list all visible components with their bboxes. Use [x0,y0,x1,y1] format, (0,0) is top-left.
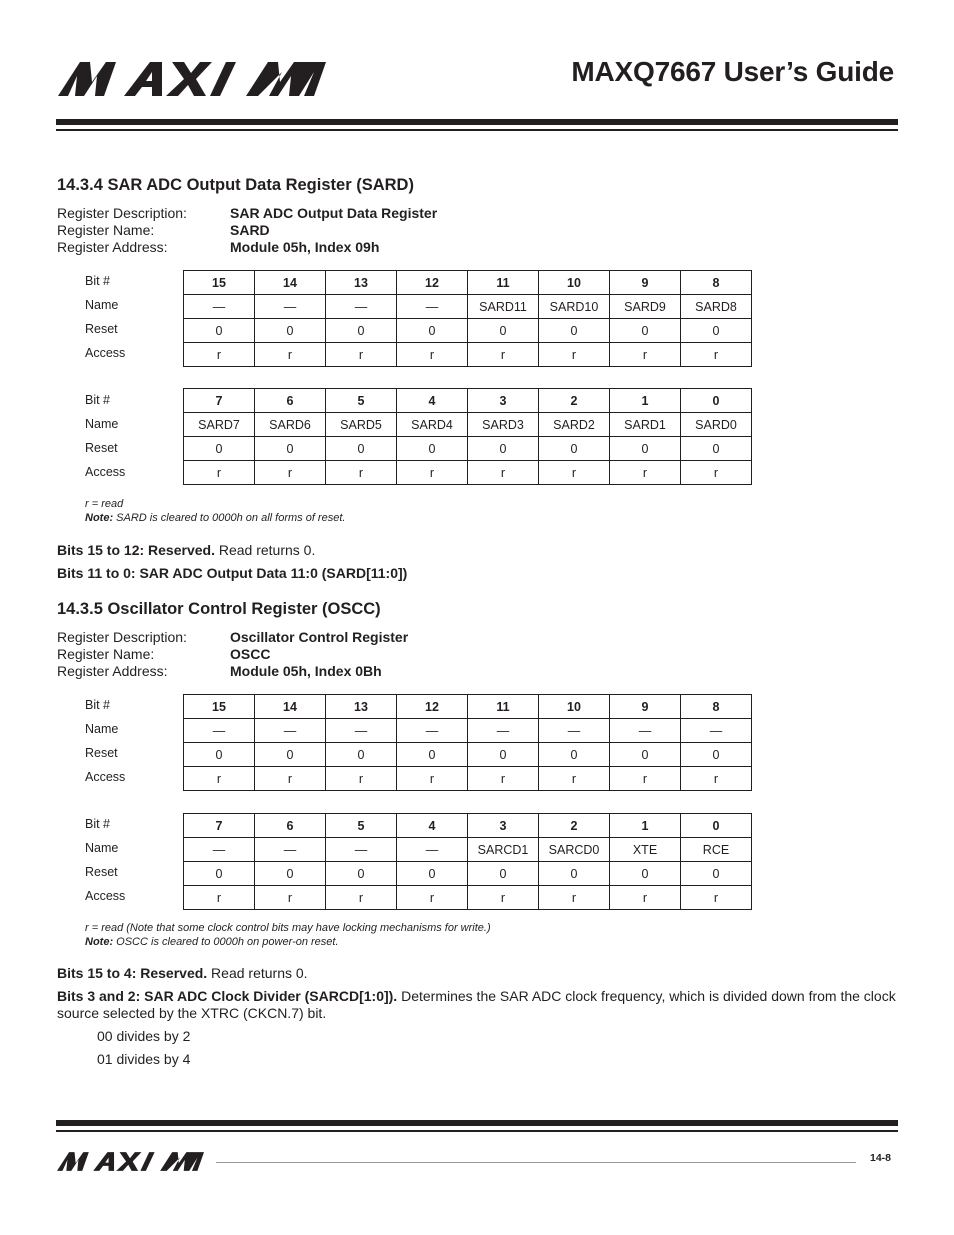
access-cell: r [326,886,397,910]
desc-label: Register Description: [57,205,187,221]
access-cell: r [468,767,539,791]
register-table [183,388,752,485]
bit-cell: 11 [468,695,539,719]
reset-cell: 0 [468,437,539,461]
reset-cell: 0 [397,743,468,767]
row-labels [85,388,183,484]
access-cell: r [184,886,255,910]
row-label-reset: Reset [85,865,118,879]
name-cell: — [468,719,539,743]
name-cell: SARD6 [255,413,326,437]
reset-cell: 0 [326,437,397,461]
register-info [57,205,437,256]
reset-cell: 0 [468,319,539,343]
header-rule-thin [56,129,898,131]
row-label-name: Name [85,417,119,431]
register-row-access [184,343,752,367]
reset-cell: 0 [184,743,255,767]
bit-cell: 11 [468,271,539,295]
register-row-reset [184,319,752,343]
reset-cell: 0 [681,437,752,461]
name-cell: — [326,838,397,862]
bit-cell: 5 [326,389,397,413]
bit-description [57,565,899,582]
bit-cell: 1 [610,389,681,413]
access-cell: r [610,461,681,485]
desc-value: Module 05h, Index 09h [230,239,380,255]
bit-cell: 12 [397,695,468,719]
reset-cell: 0 [255,862,326,886]
name-cell: — [681,719,752,743]
bit-cell: 10 [539,695,610,719]
row-label-access: Access [85,346,126,360]
desc-value: OSCC [230,646,271,662]
bit-cell: 8 [681,695,752,719]
bit-description [57,542,899,559]
reset-cell: 0 [184,862,255,886]
access-cell: r [397,343,468,367]
access-cell: r [681,461,752,485]
list-item: 00 divides by 2 [97,1028,191,1044]
bit-cell: 7 [184,389,255,413]
access-cell: r [397,886,468,910]
bit-cell: 2 [539,389,610,413]
access-cell: r [539,461,610,485]
reset-cell: 0 [255,437,326,461]
name-cell: — [539,719,610,743]
register-row-access [184,767,752,791]
name-cell: SARD7 [184,413,255,437]
row-labels [85,812,183,908]
note-label: Note: [85,512,114,524]
name-cell: XTE [610,838,681,862]
table-note [85,511,345,525]
bit-cell: 6 [255,389,326,413]
list-item: 01 divides by 4 [97,1051,191,1067]
access-cell: r [326,343,397,367]
reset-cell: 0 [468,743,539,767]
reset-cell: 0 [539,743,610,767]
footer-line [216,1162,856,1163]
register-row-access [184,461,752,485]
register-row-bits [184,389,752,413]
name-cell: — [255,719,326,743]
bit-heading: Bits 15 to 12: Reserved. [57,542,215,558]
reset-cell: 0 [468,862,539,886]
register-row-bits [184,695,752,719]
name-cell: — [255,295,326,319]
desc-value: SAR ADC Output Data Register [230,205,438,221]
access-cell: r [255,343,326,367]
row-label-access: Access [85,770,126,784]
access-cell: r [255,767,326,791]
bit-cell: 9 [610,271,681,295]
register-row-bits [184,814,752,838]
register-row-reset [184,862,752,886]
note-text: SARD is cleared to 0000h on all forms of reset. [113,512,346,524]
bit-heading: Bits 3 and 2: SAR ADC Clock Divider (SARCD[1:0]). [57,988,398,1004]
bit-cell: 9 [610,695,681,719]
bit-text: Read returns 0. [207,965,308,981]
access-cell: r [681,886,752,910]
bit-heading: Bits 11 to 0: SAR ADC Output Data 11:0 (SARD[11:0]) [57,565,408,581]
bit-cell: 15 [184,695,255,719]
table-footnote [85,497,345,525]
access-cell: r [681,767,752,791]
name-cell: — [326,295,397,319]
name-cell: SARD11 [468,295,539,319]
reset-cell: 0 [397,319,468,343]
reset-cell: 0 [397,862,468,886]
access-key: r = read [85,498,124,510]
row-label-bit: Bit # [85,274,111,288]
name-cell: — [184,838,255,862]
section-title: 14.3.5 Oscillator Control Register (OSCC) [57,600,381,618]
bit-cell: 4 [397,389,468,413]
name-cell: — [184,719,255,743]
bit-cell: 4 [397,814,468,838]
reset-cell: 0 [610,862,681,886]
access-cell: r [468,886,539,910]
access-cell: r [397,767,468,791]
desc-label: Register Name: [57,646,155,662]
register-row-names [184,295,752,319]
access-cell: r [468,343,539,367]
name-cell: — [397,838,468,862]
reset-cell: 0 [326,319,397,343]
register-table [183,694,752,791]
name-cell: SARD3 [468,413,539,437]
access-cell: r [468,461,539,485]
row-label-reset: Reset [85,746,118,760]
access-cell: r [610,767,681,791]
row-label-access: Access [85,465,126,479]
reset-cell: 0 [681,319,752,343]
note-label: Note: [85,936,114,948]
name-cell: — [397,719,468,743]
name-cell: SARD8 [681,295,752,319]
access-cell: r [539,886,610,910]
name-cell: — [184,295,255,319]
desc-label: Register Name: [57,222,155,238]
reset-cell: 0 [610,319,681,343]
reset-cell: 0 [255,743,326,767]
bit-cell: 13 [326,695,397,719]
bit-text: Determines the SAR ADC clock frequency, which is divided down from the clock source selected by the XTRC (CKCN.7) bit. [57,988,896,1021]
reset-cell: 0 [539,319,610,343]
page-number: 14-8 [869,1152,891,1164]
access-cell: r [610,886,681,910]
access-cell: r [255,461,326,485]
reset-cell: 0 [610,437,681,461]
access-cell: r [397,461,468,485]
bit-cell: 14 [255,271,326,295]
bit-cell: 10 [539,271,610,295]
row-labels [85,269,183,365]
footer-rule-thick [56,1120,898,1126]
reset-cell: 0 [397,437,468,461]
reset-cell: 0 [255,319,326,343]
reset-cell: 0 [681,743,752,767]
bit-cell: 1 [610,814,681,838]
bit-cell: 2 [539,814,610,838]
desc-value: Oscillator Control Register [230,629,409,645]
name-cell: — [255,838,326,862]
name-cell: — [610,719,681,743]
access-cell: r [326,767,397,791]
bit-cell: 15 [184,271,255,295]
register-row-reset [184,437,752,461]
reset-cell: 0 [610,743,681,767]
row-label-bit: Bit # [85,698,111,712]
reset-cell: 0 [539,862,610,886]
name-cell: SARD2 [539,413,610,437]
register-table [183,270,752,367]
access-cell: r [184,767,255,791]
bit-cell: 8 [681,271,752,295]
bit-description [57,988,899,1022]
name-cell: — [326,719,397,743]
row-label-reset: Reset [85,322,118,336]
reset-cell: 0 [184,437,255,461]
row-label-bit: Bit # [85,817,111,831]
row-label-name: Name [85,298,119,312]
register-row-access [184,886,752,910]
access-cell: r [255,886,326,910]
header-rule-thick [56,119,898,125]
access-cell: r [539,343,610,367]
access-cell: r [610,343,681,367]
reset-cell: 0 [326,743,397,767]
register-row-reset [184,743,752,767]
register-row-names [184,838,752,862]
register-row-names [184,719,752,743]
name-cell: SARD9 [610,295,681,319]
name-cell: RCE [681,838,752,862]
register-row-bits [184,271,752,295]
name-cell: SARCD1 [468,838,539,862]
name-cell: SARCD0 [539,838,610,862]
access-cell: r [539,767,610,791]
access-key: r = read (Note that some clock control bits may have locking mechanisms for write.) [85,922,491,934]
name-cell: SARD10 [539,295,610,319]
desc-label: Register Description: [57,629,187,645]
desc-label: Register Address: [57,663,168,679]
document-title: MAXQ7667 User’s Guide [571,56,894,87]
bit-cell: 7 [184,814,255,838]
name-cell: SARD5 [326,413,397,437]
row-label-bit: Bit # [85,393,111,407]
bit-text: Read returns 0. [214,542,316,558]
table-footnote [85,921,491,949]
section-title: 14.3.4 SAR ADC Output Data Register (SARD) [57,176,414,194]
bit-description [57,965,899,982]
desc-label: Register Address: [57,239,168,255]
desc-value: SARD [230,222,270,238]
row-label-reset: Reset [85,441,118,455]
reset-cell: 0 [681,862,752,886]
row-label-name: Name [85,722,119,736]
bit-cell: 3 [468,814,539,838]
reset-cell: 0 [184,319,255,343]
reset-cell: 0 [326,862,397,886]
row-label-access: Access [85,889,126,903]
bit-cell: 14 [255,695,326,719]
name-cell: — [397,295,468,319]
register-info [57,629,408,680]
bit-heading: Bits 15 to 4: Reserved. [57,965,208,981]
access-cell: r [681,343,752,367]
bit-cell: 12 [397,271,468,295]
access-cell: r [326,461,397,485]
row-label-name: Name [85,841,119,855]
maxim-footer-logo [57,1152,204,1171]
bit-cell: 0 [681,814,752,838]
reset-cell: 0 [539,437,610,461]
bit-cell: 0 [681,389,752,413]
name-cell: SARD1 [610,413,681,437]
access-cell: r [184,461,255,485]
bit-cell: 3 [468,389,539,413]
bit-cell: 13 [326,271,397,295]
note-text: OSCC is cleared to 0000h on power-on reset. [113,936,339,948]
bit-cell: 5 [326,814,397,838]
bit-cell: 6 [255,814,326,838]
access-cell: r [184,343,255,367]
register-table [183,813,752,910]
maxim-logo [58,62,326,96]
name-cell: SARD4 [397,413,468,437]
table-note [85,935,491,949]
register-row-names [184,413,752,437]
desc-value: Module 05h, Index 0Bh [230,663,382,679]
name-cell: SARD0 [681,413,752,437]
row-labels [85,693,183,789]
footer-rule-thin [56,1130,898,1132]
